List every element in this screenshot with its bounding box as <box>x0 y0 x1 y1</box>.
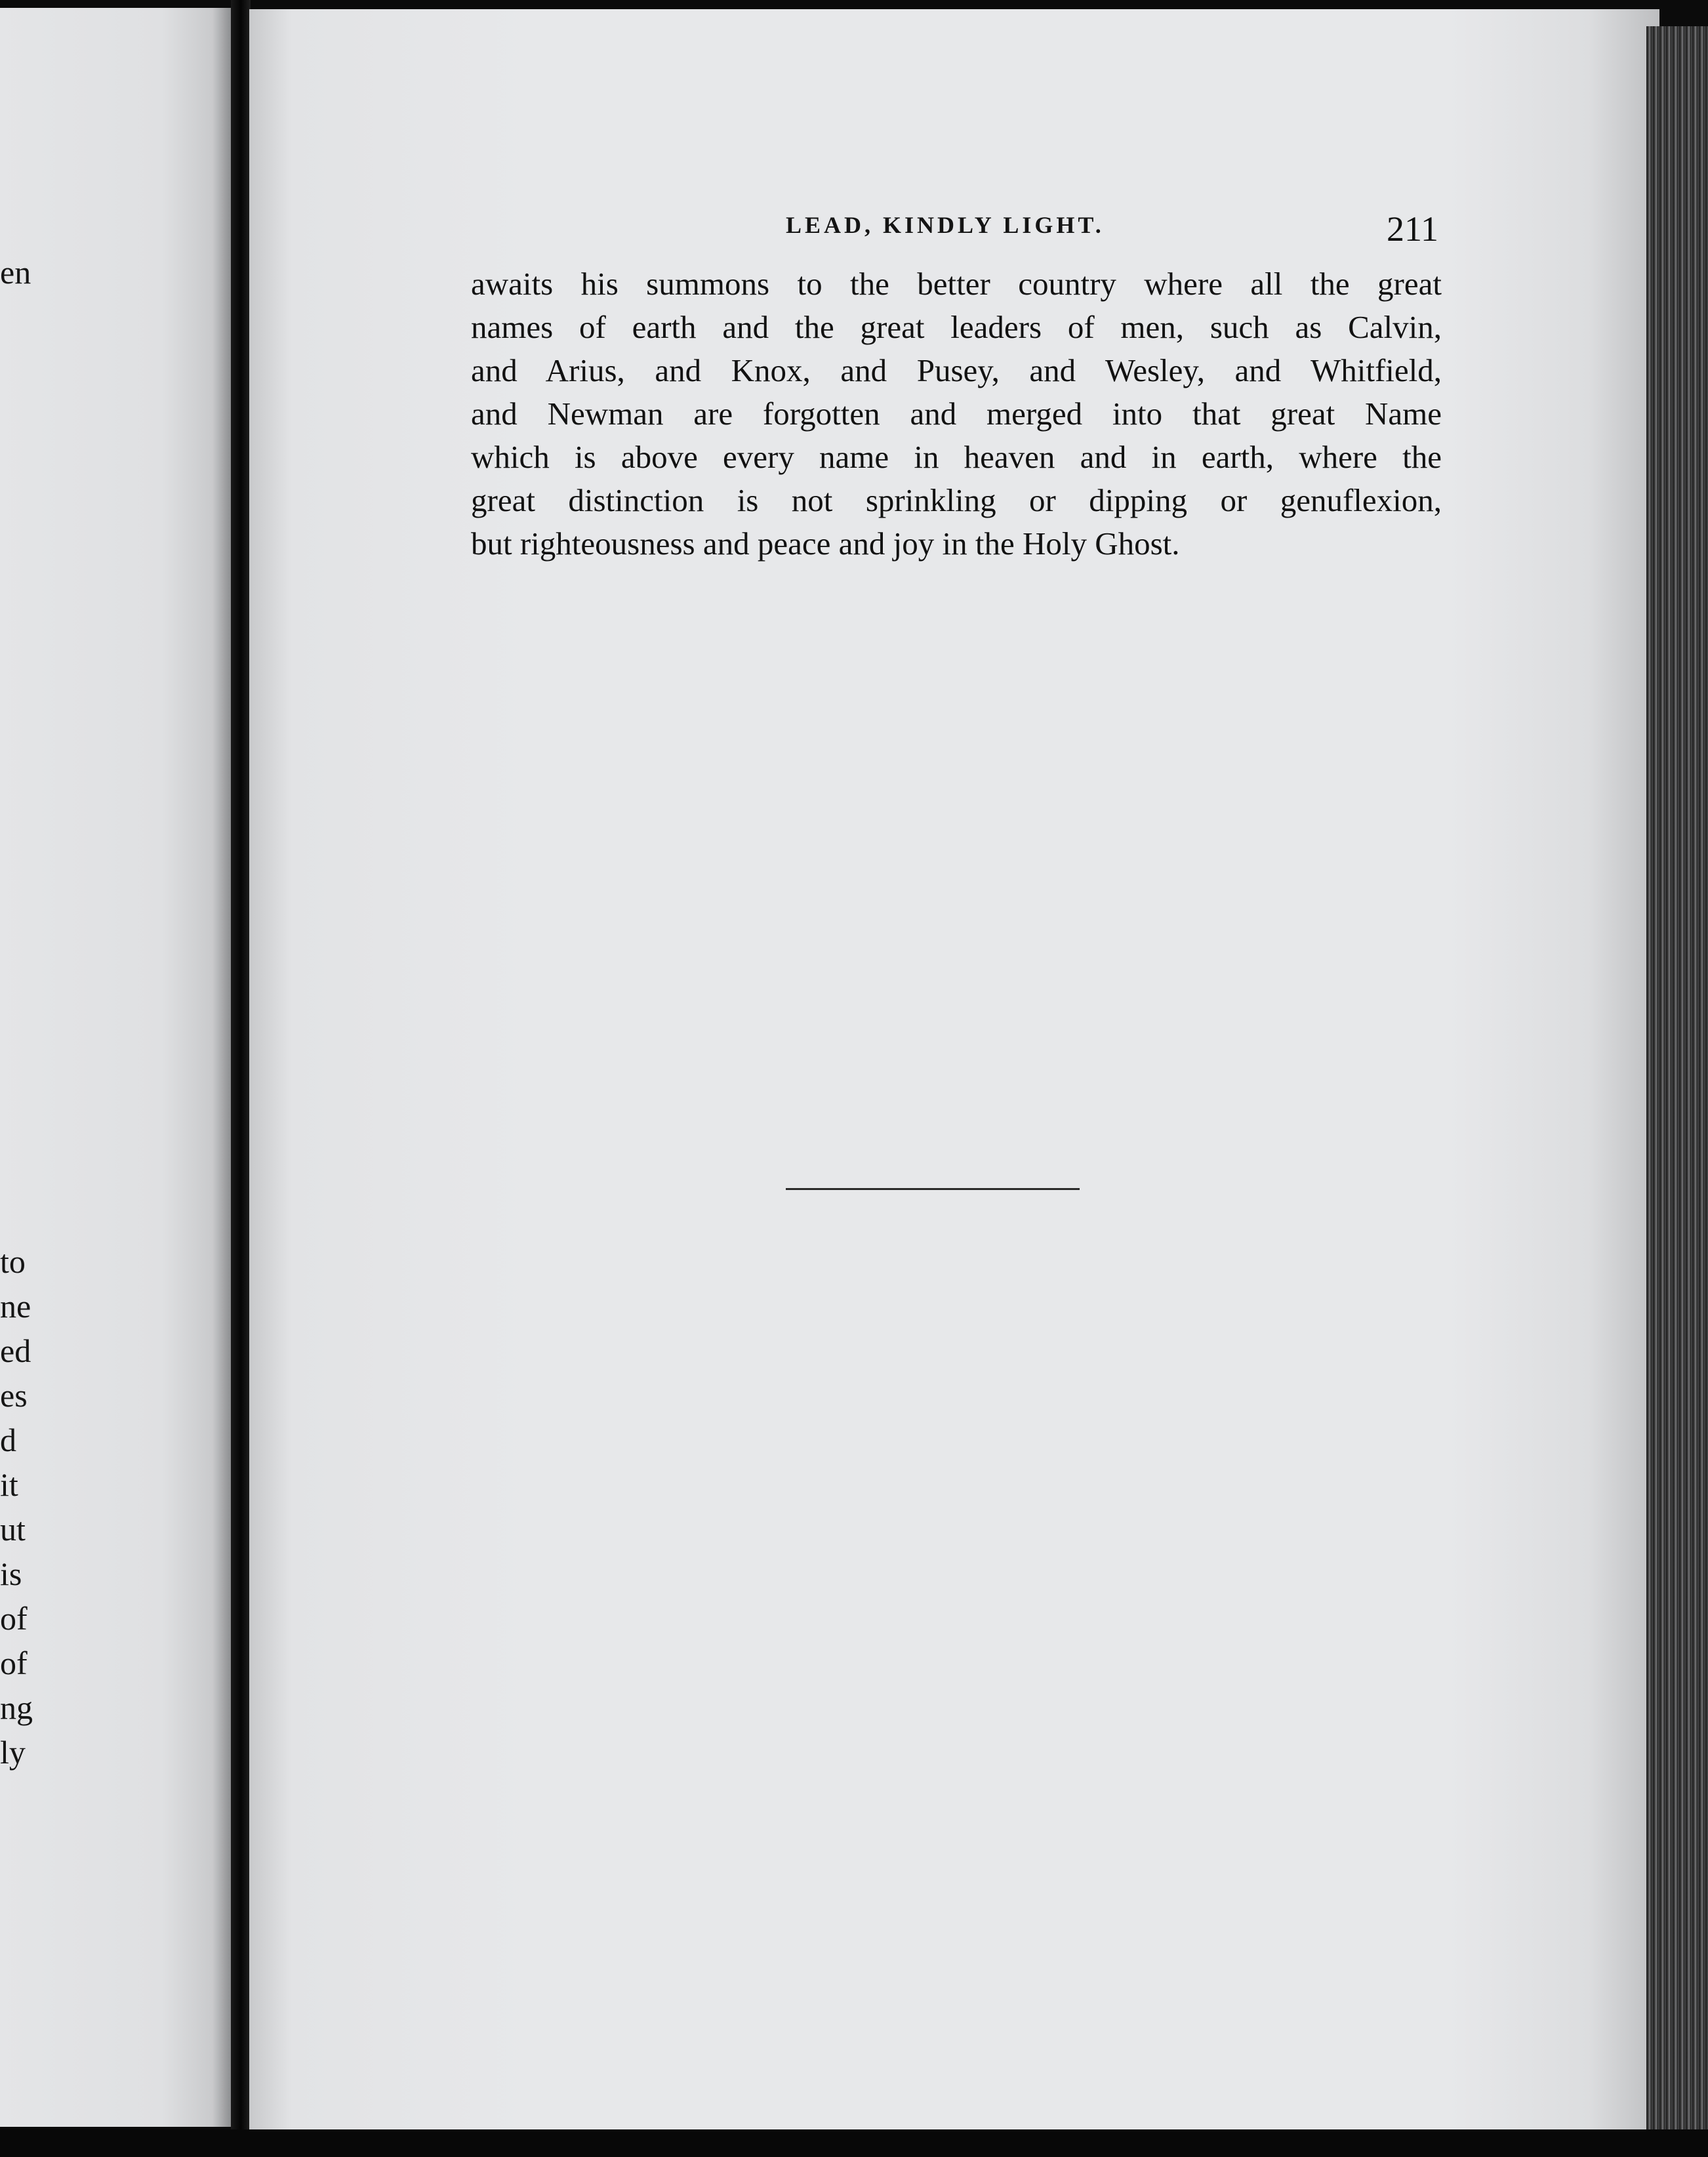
facing-page <box>0 8 231 2127</box>
facing-page-fragment: ng <box>0 1689 33 1726</box>
text-line: which is above every name in heaven and in earth, where the <box>471 439 1442 475</box>
facing-page-fragment: of <box>0 1645 28 1681</box>
facing-page-fragment: en <box>0 254 31 291</box>
scan-border <box>0 2129 1708 2157</box>
text-line: great distinction is not sprinkling or dipping or genuflexion, <box>471 482 1442 518</box>
body-paragraph <box>471 262 1442 565</box>
text-line: but righteousness and peace and joy in the Holy Ghost. <box>471 525 1180 562</box>
facing-page-fragment: to <box>0 1243 26 1280</box>
text-line: awaits his summons to the better country where all the great <box>471 266 1442 302</box>
page-number: 211 <box>1387 209 1438 249</box>
facing-page-fragment: ne <box>0 1288 31 1325</box>
facing-page-fragment: ly <box>0 1734 26 1771</box>
book-gutter <box>231 0 251 2157</box>
page-stack-edge <box>1646 26 1708 2152</box>
facing-page-fragment: es <box>0 1377 28 1414</box>
facing-page-fragment: it <box>0 1466 18 1503</box>
facing-page-fragment: ut <box>0 1511 26 1548</box>
text-line: names of earth and the great leaders of men, such as Calvin, <box>471 309 1442 345</box>
facing-page-fragment: ed <box>0 1332 31 1369</box>
facing-page-fragment: of <box>0 1600 28 1637</box>
text-line: and Arius, and Knox, and Pusey, and Wesley, and Whitfield, <box>471 352 1442 388</box>
section-end-rule <box>786 1188 1080 1190</box>
facing-page-fragment: d <box>0 1422 16 1458</box>
facing-page-fragment: is <box>0 1555 22 1592</box>
running-head: LEAD, KINDLY LIGHT. <box>786 212 1105 238</box>
text-line: and Newman are forgotten and merged into that great Name <box>471 396 1442 432</box>
